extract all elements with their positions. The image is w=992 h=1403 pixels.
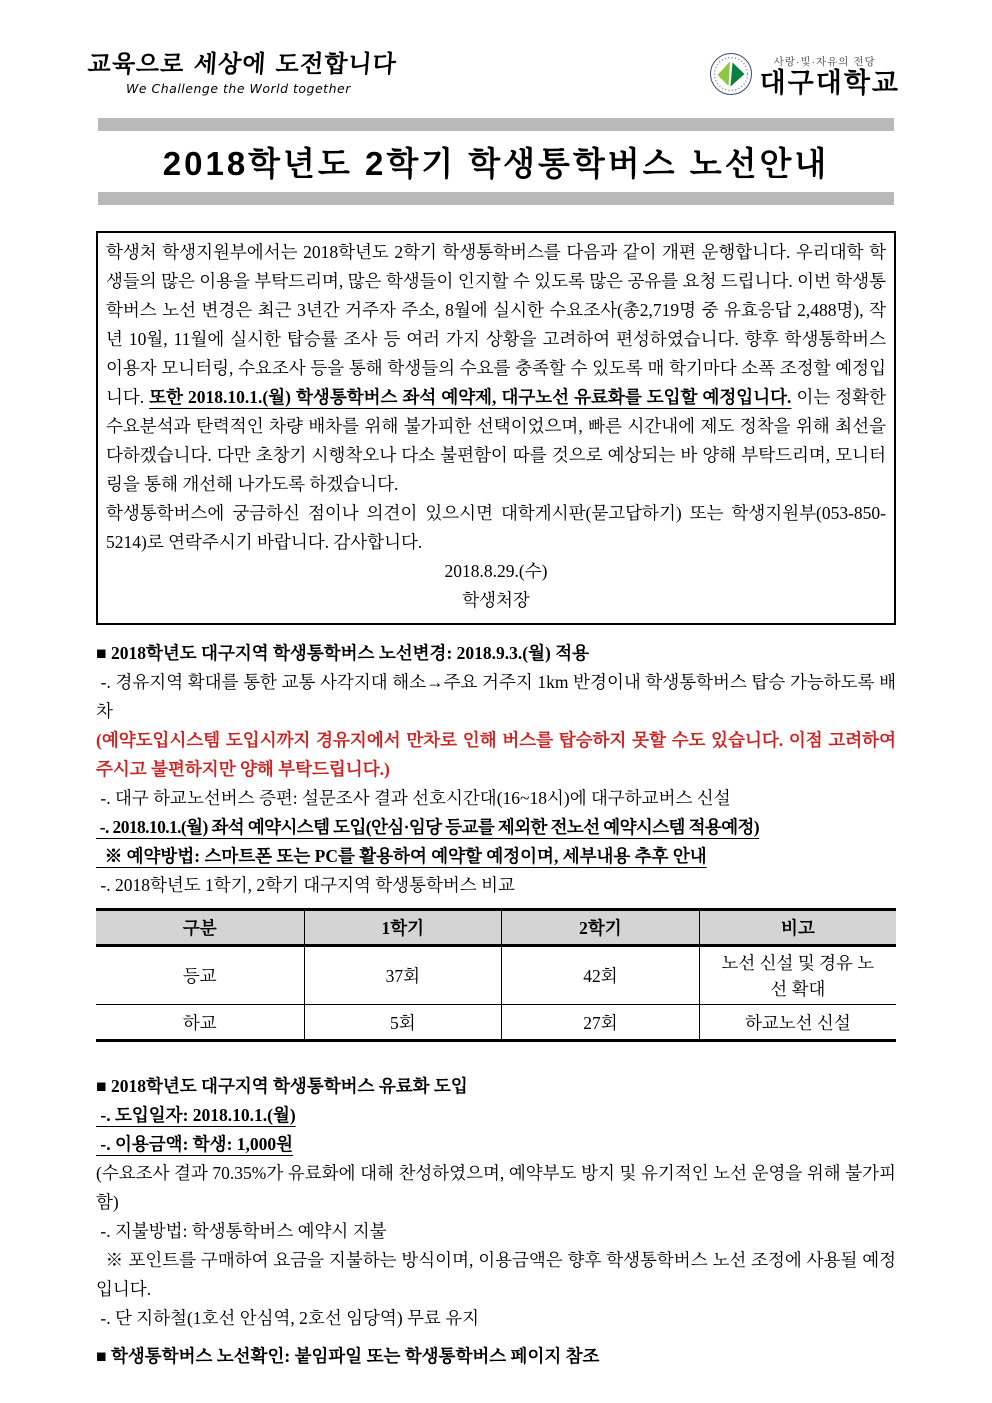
slogan-logo (88, 44, 397, 96)
section2-item-fee: -. 이용금액: 학생: 1,000원 (96, 1134, 294, 1154)
col-header-remarks: 비고 (699, 910, 896, 946)
cell-category: 등교 (96, 946, 304, 1005)
table-row (96, 946, 896, 1005)
cell-category: 하교 (96, 1005, 304, 1041)
col-header-semester1: 1학기 (304, 910, 502, 946)
semester-comparison-table (96, 908, 896, 1042)
section1-item-return-bus: -. 대구 하교노선버스 증편: 설문조사 결과 선호시간대(16~18시)에 대구하교버스 신설 (96, 788, 731, 808)
university-logo (709, 52, 900, 101)
university-name: 대구대학교 (759, 68, 900, 99)
title-bottom-bar (98, 192, 894, 205)
section1-item-reservation: -. 2018.10.1.(월) 좌석 예약시스템 도입(안심·임당 등교를 제외한 전노선 예약시스템 적용예정) (96, 817, 760, 837)
slogan-korean: 교육으로 세상에 도전합니다 (86, 50, 398, 78)
route-check-line: ■ 학생통학버스 노선확인: 붙임파일 또는 학생통학버스 페이지 참조 (96, 1346, 600, 1366)
section2-item-payment: -. 지불방법: 학생통학버스 예약시 지불 (96, 1221, 387, 1241)
cell-semester2: 27회 (502, 1005, 700, 1041)
university-name-block (760, 54, 900, 99)
notice-date: 2018.8.29.(수) (444, 561, 548, 581)
col-header-category: 구분 (96, 910, 304, 946)
title-top-bar (98, 118, 894, 131)
slogan-english: We Challenge the World together (126, 81, 351, 96)
notice-p1-normal-a: 학생처 학생지원부에서는 2018학년도 2학기 학생통학버스를 다음과 같이 개편 운행합니다. 우리대학 학생들의 많은 이용을 부탁드리며, 많은 학생들이 인지할 수 있도록 많은 공유를 요청 드립니다. 이번 학생통학버스 노선 변경은 최근 3년간 거주자 주소, 8월에 실시한 수요조사(총2,719명 중 유효응답 2,488명), 작년 10월, 11월에 실시한 탑승률 조사 등 여러 가지 상황을 고려하여 편성하였습니다. 향후 학생통학버스 이용자 모니터링, 수요조사 등을 통해 학생들의 수요를 충족할 수 있도록 매 학기마다 소폭 조정할 예정입니다. (106, 242, 891, 407)
university-seal-icon (709, 52, 753, 101)
notice-paragraph-1 (106, 238, 891, 499)
section2-item-subway-free: -. 단 지하철(1호선 안심역, 2호선 임당역) 무료 유지 (96, 1308, 480, 1328)
notice-sender: 학생처장 (462, 590, 530, 610)
university-motto: 사랑·빛·자유의 전당 (773, 56, 876, 69)
section2-note-survey: (수요조사 결과 70.35%가 유료화에 대해 찬성하였으며, 예약부도 방지 및 유기적인 노선 운영을 위해 불가피함) (96, 1163, 896, 1212)
table-header-row (96, 910, 896, 946)
section1-warning-red: (예약도입시스템 도입시까지 경유지에서 만차로 인해 버스를 탑승하지 못할 수도 있습니다. 이점 고려하여 주시고 불편하지만 양해 부탁드립니다.) (96, 730, 901, 779)
page-header (0, 0, 992, 116)
document-body (96, 118, 901, 1371)
notice-p1-bold-underline: 또한 2018.10.1.(월) 학생통학버스 좌석 예약제, 대구노선 유료화를 도입할 예정입니다. (149, 387, 792, 407)
section1-item-comparison: -. 2018학년도 1학기, 2학기 대구지역 학생통학버스 비교 (96, 875, 515, 895)
section2-heading: ■ 2018학년도 대구지역 학생통학버스 유료화 도입 (96, 1076, 468, 1096)
cell-semester1: 37회 (304, 946, 502, 1005)
col-header-semester2: 2학기 (502, 910, 700, 946)
section1-item-coverage: -. 경유지역 확대를 통한 교통 사각지대 해소→주요 거주지 1km 반경이내 학생통학버스 탑승 가능하도록 배차 (96, 672, 897, 721)
section2-note-points: ※ 포인트를 구매하여 요금을 지불하는 방식이며, 이용금액은 향후 학생통학버스 노선 조정에 사용될 예정입니다. (96, 1250, 896, 1299)
section-paid-service (96, 1072, 896, 1333)
notice-p1-normal-b: 이는 정확한 수요분석과 탄력적인 차량 배차를 위해 불가피한 선택이었으며, 빠른 시간내에 제도 정착을 위해 최선을 다하겠습니다. 다만 초창기 시행착오나 다소 불편함이 따를 것으로 예상되는 바 양해 부탁드리며, 모니터링을 통해 개선해 나가도록 하겠습니다. (106, 387, 891, 494)
section1-heading: ■ 2018학년도 대구지역 학생통학버스 노선변경: 2018.9.3.(월) 적용 (96, 643, 590, 663)
cell-semester1: 5회 (304, 1005, 502, 1041)
section1-item-how-to-book: ※ 예약방법: 스마트폰 또는 PC를 활용하여 예약할 예정이며, 세부내용 추후 안내 (96, 846, 707, 866)
title-block (96, 118, 896, 205)
notice-paragraph-2: 학생통학버스에 궁금하신 점이나 의견이 있으시면 대학게시판(묻고답하기) 또는 학생지원부(053-850-5214)로 연락주시기 바랍니다. 감사합니다. (106, 503, 886, 552)
cell-remarks: 하교노선 신설 (699, 1005, 896, 1041)
document-title: 2018학년도 2학기 학생통학버스 노선안내 (162, 145, 830, 182)
cell-semester2: 42회 (502, 946, 700, 1005)
cell-remarks: 노선 신설 및 경유 노선 확대 (699, 946, 896, 1005)
table-row (96, 1005, 896, 1041)
section2-item-start-date: -. 도입일자: 2018.10.1.(월) (96, 1105, 296, 1125)
section-route-change (96, 639, 901, 900)
notice-box (96, 231, 896, 625)
